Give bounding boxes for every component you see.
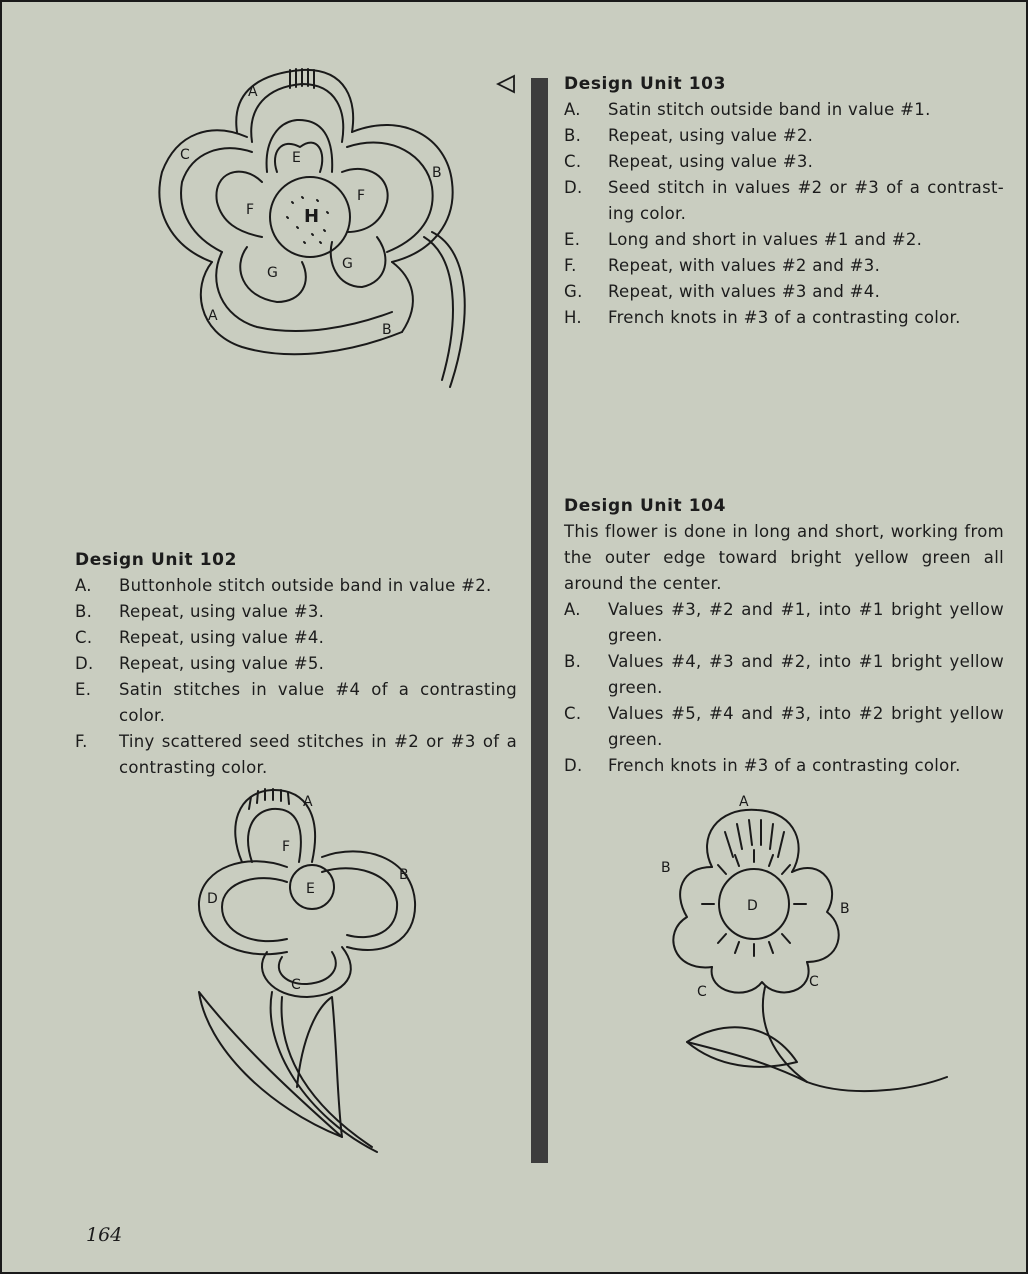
list-item: B. Values #4, #3 and #2, into #1 bright yellow green. [564,652,1004,697]
svg-text:B: B [382,322,392,338]
page-number: 164 [86,1224,123,1246]
svg-text:G: G [342,256,353,272]
flower-illustration-102 [187,787,427,1157]
svg-text:A: A [303,794,313,810]
svg-text:F: F [357,188,366,204]
svg-text:A: A [208,308,218,324]
svg-text:G: G [267,265,278,281]
svg-text:D: D [207,891,218,907]
svg-text:C: C [809,974,819,990]
unit-intro: This flower is done in long and short, working from the outer edge toward bright yellow green all around the center. [564,522,1004,593]
list-item: F. Repeat, with values #2 and #3. [564,256,881,275]
list-item: C. Repeat, using value #3. [564,152,814,171]
column-divider [531,78,548,1163]
list-item: C. Repeat, using value #4. [75,628,325,647]
svg-text:F: F [282,839,291,855]
design-unit-102 [75,547,517,781]
svg-text:H: H [304,206,320,227]
list-item: A. Values #3, #2 and #1, into #1 bright yellow green. [564,600,1004,645]
svg-text:E: E [306,881,315,897]
list-item: G. Repeat, with values #3 and #4. [564,282,881,301]
unit-title: Design Unit 104 [564,496,727,516]
design-unit-104 [564,493,1004,779]
list-item: F. Tiny scattered seed stitches in #2 or #3 of a contrasting color. [75,732,517,777]
list-item: H. French knots in #3 of a contrasting color. [564,308,961,327]
list-item: E. Long and short in values #1 and #2. [564,230,923,249]
svg-text:D: D [747,898,758,914]
svg-text:C: C [697,984,707,1000]
list-item: B. Repeat, using value #3. [75,602,325,621]
triangle-left-icon [496,74,516,94]
svg-text:C: C [291,977,301,993]
flower-illustration-103 [152,62,482,392]
list-item: D. Repeat, using value #5. [75,654,325,673]
list-item: D. Seed stitch in values #2 or #3 of a contrast-ing color. [564,178,1004,223]
list-item: B. Repeat, using value #2. [564,126,814,145]
svg-text:E: E [292,150,301,166]
svg-text:B: B [399,867,409,883]
flower-illustration-104 [657,792,957,1112]
svg-text:B: B [840,901,850,917]
list-item: A. Buttonhole stitch outside band in value #2. [75,576,492,595]
list-item: A. Satin stitch outside band in value #1. [564,100,931,119]
svg-text:A: A [739,794,749,810]
list-item: E. Satin stitches in value #4 of a contrasting color. [75,680,517,725]
svg-text:B: B [661,860,671,876]
unit-title: Design Unit 102 [75,550,238,570]
svg-text:A: A [248,84,258,100]
svg-text:F: F [246,202,255,218]
svg-text:B: B [432,165,442,181]
list-item: D. French knots in #3 of a contrasting color. [564,756,961,775]
svg-text:C: C [180,147,190,163]
design-unit-103 [564,71,1004,331]
list-item: C. Values #5, #4 and #3, into #2 bright yellow green. [564,704,1004,749]
unit-title: Design Unit 103 [564,74,727,94]
